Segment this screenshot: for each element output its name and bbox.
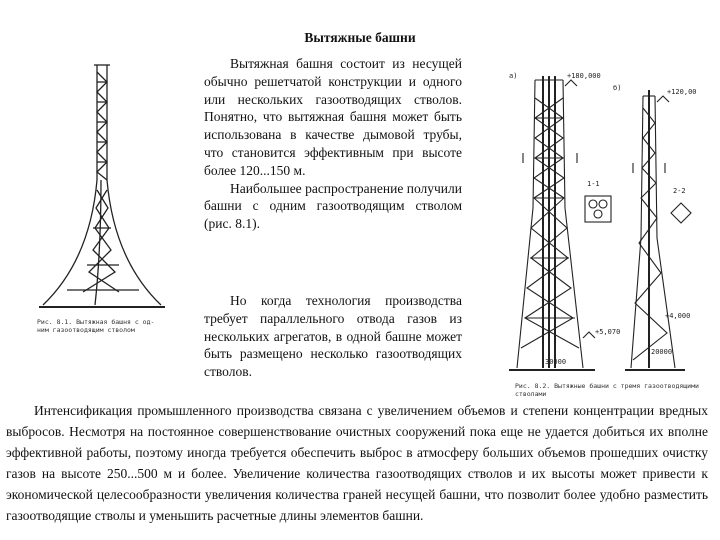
figure-8-2-mark-4: +4,000 [665, 312, 691, 320]
paragraph-3: Но когда технология производства требует параллельного отвода газов из нескольких агрегатов, в одной башне может быть размещено несколько газоотводящих стволов. [204, 293, 462, 380]
text-column-top [204, 55, 462, 233]
figure-8-1-caption-line1: Рис. 8.1. Вытяжная башня с од- [37, 318, 155, 326]
figure-8-2-towers [505, 68, 720, 380]
paragraph-1: Вытяжная башня состоит из несущей обычно решетчатой конструкции и одного или нескольких газоотводящих стволов. Понятно, что вытяжная башня может быть использована в качестве дымовой трубы, что становится эффективным при высоте более 120...150 м. [204, 56, 462, 178]
figure-8-2-mark-1: +180,000 [567, 72, 601, 80]
figure-8-1-caption-line2: ним газоотводящим стволом [37, 326, 135, 334]
figure-8-1-caption [37, 318, 154, 334]
figure-8-2-caption-line1: Рис. 8.2. Вытяжные башни с тремя газоотводящими [515, 382, 699, 390]
figure-8-2-mark-6: 30000 [545, 358, 567, 366]
text-column-bottom [204, 292, 462, 381]
figure-8-2-mark-3: +5,070 [595, 328, 621, 336]
figure-8-2-caption-line2: стволами [515, 390, 547, 398]
figure-8-2-mark-2: +120,00 [667, 88, 697, 96]
figure-8-2-label-b: б) [613, 84, 622, 92]
figure-8-2-caption [515, 382, 699, 398]
page-title: Вытяжные башни [304, 30, 416, 45]
figure-8-2-mark-5: 20000 [651, 348, 673, 356]
figure-8-1-tower [35, 60, 170, 320]
figure-8-2-section-1-1: 1-1 [587, 180, 600, 188]
figure-8-2-label-a: а) [509, 72, 518, 80]
paragraph-4: Интенсификация промышленного производства связана с увеличением объемов и степени концентрации вредных выбросов. Несмотря на постоянное совершенствование очистных сооружений пока еще не удается добиться их вполне эффективной работы, поэтому иногда требуется обеспечить выброс в атмосферу больших объемов прошедших очистку газов на высоте 250...500 м и более. Увеличение количества газоотводящих стволов и их высоты может привести к экономической целесообразности увеличения количества граней несущей башни, что позволит более удобно разместить газоотводящие стволы и уменьшить расчетные длины элементов башни. [6, 403, 708, 524]
figure-8-2-section-2-2: 2-2 [673, 187, 686, 195]
paragraph-2: Наибольшее распространение получили башни с одним газоотводящим стволом (рис. 8.1). [204, 180, 462, 232]
